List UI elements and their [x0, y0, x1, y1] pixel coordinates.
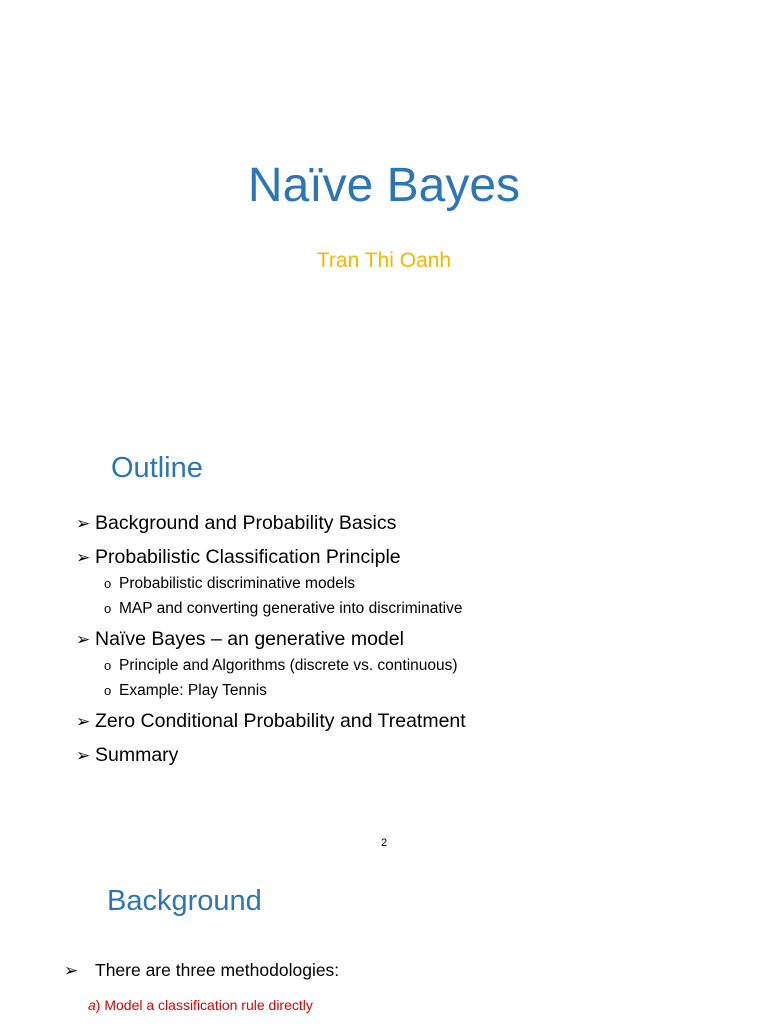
arrowhead-bullet-icon: ➢: [76, 548, 91, 567]
page-number: 2: [380, 837, 388, 849]
arrowhead-bullet-icon: ➢: [76, 630, 91, 649]
outline-item: ➢ Zero Conditional Probability and Treatment: [76, 708, 466, 735]
background-subitem: a) Model a classification rule directly: [88, 997, 313, 1013]
hollow-circle-bullet-icon: o: [104, 601, 112, 616]
slide-title: Naïve Bayes: [247, 159, 521, 212]
hollow-circle-bullet-icon: o: [104, 683, 112, 698]
arrowhead-bullet-icon: ➢: [76, 746, 91, 765]
outline-subitem: o Principle and Algorithms (discrete vs. continuous): [104, 657, 458, 674]
arrowhead-bullet-icon: ➢: [76, 514, 91, 533]
arrowhead-bullet-icon: ➢: [64, 961, 79, 980]
outline-item: ➢ Background and Probability Basics: [76, 510, 396, 537]
outline-item: ➢ Summary: [76, 742, 178, 769]
outline-subitem: o Example: Play Tennis: [104, 682, 267, 699]
outline-subitem: o Probabilistic discriminative models: [104, 575, 356, 592]
outline-heading: Outline: [111, 452, 203, 484]
hollow-circle-bullet-icon: o: [104, 658, 112, 673]
outline-subitem: o MAP and converting generative into discriminative: [104, 600, 463, 617]
hollow-circle-bullet-icon: o: [104, 576, 112, 591]
outline-item: ➢ Probabilistic Classification Principle: [76, 544, 401, 571]
background-bullet: ➢ There are three methodologies:: [64, 958, 339, 983]
arrowhead-bullet-icon: ➢: [76, 712, 91, 731]
author-name: Tran Thi Oanh: [316, 249, 452, 272]
background-heading: Background: [107, 885, 262, 917]
outline-item: ➢ Naïve Bayes – an generative model: [76, 626, 404, 653]
